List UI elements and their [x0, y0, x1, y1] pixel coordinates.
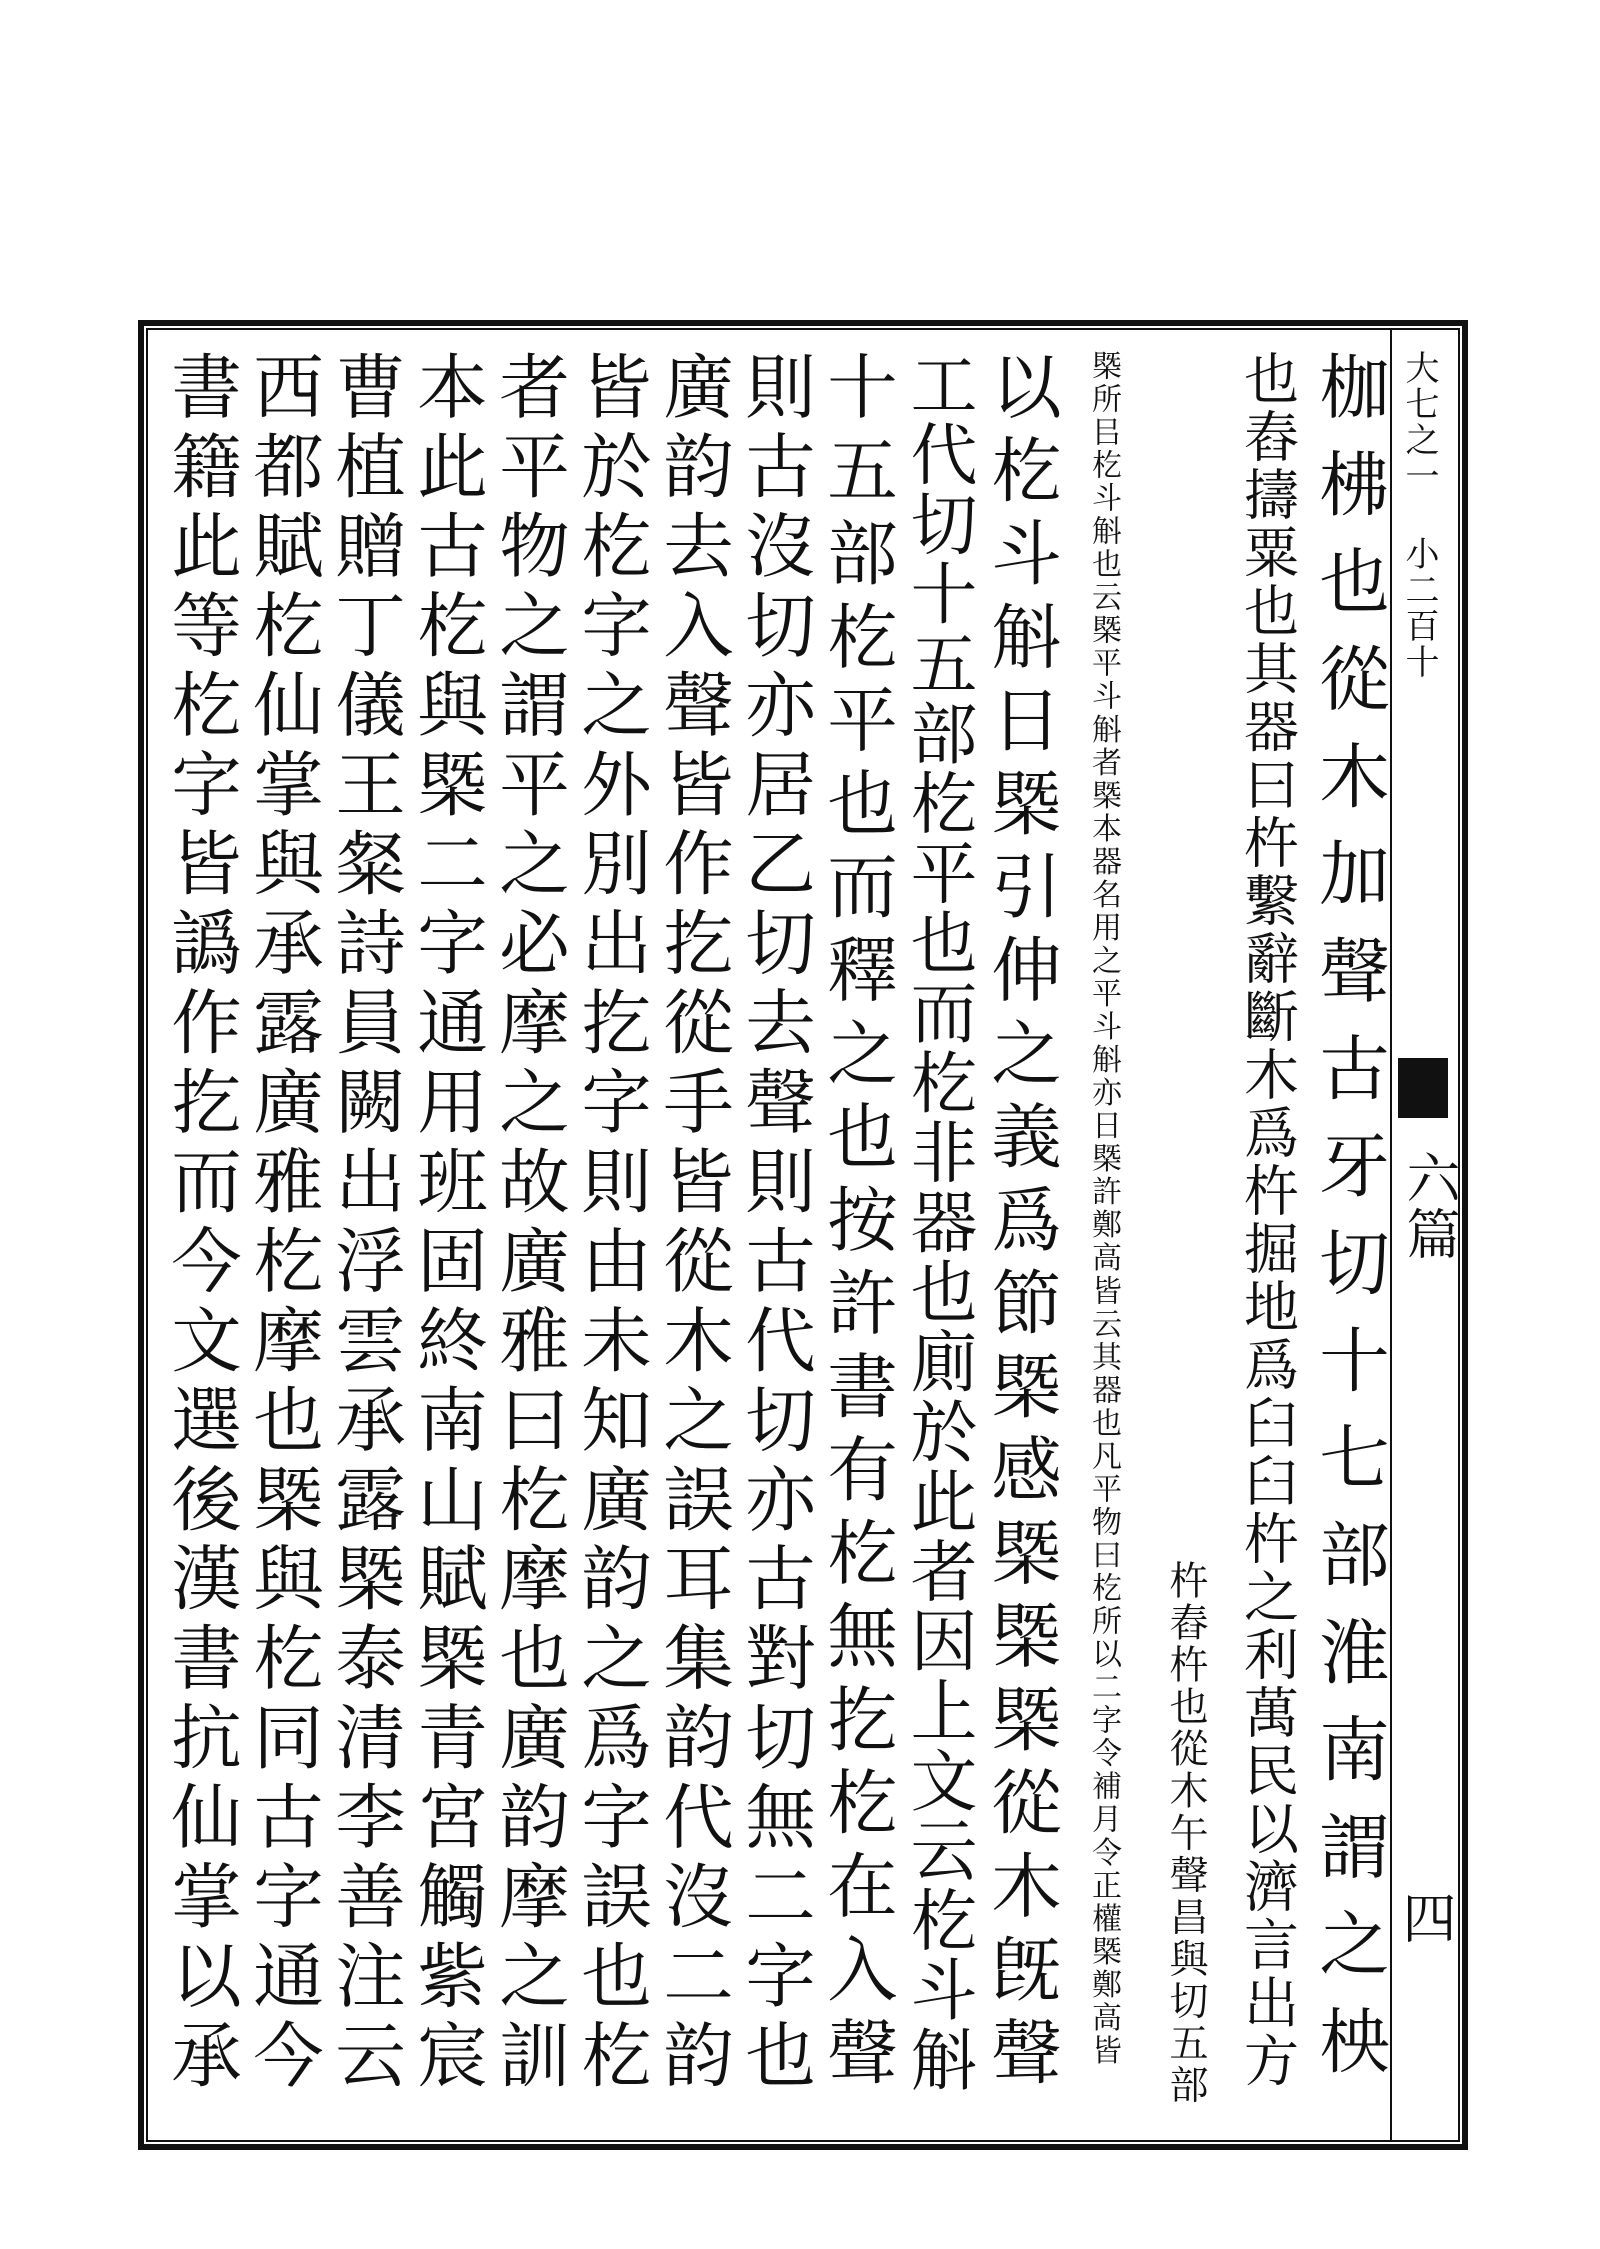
margin-section-label: 大七之一 小二百十 [1399, 350, 1439, 680]
margin-page-number: 四 [1394, 1890, 1457, 1946]
text-column-14: 西都賦杚仙掌與承露廣雅杚摩也槩與杚同古字通今 [242, 350, 324, 2098]
text-column-10: 皆於杚字之外別出扢字則由未知廣韵之爲字誤也杚 [570, 350, 652, 2098]
margin-juan-label: 六篇 [1398, 1150, 1461, 1262]
margin-fishtail-mark [1398, 1058, 1448, 1118]
text-column-9: 廣韵去入聲皆作扢從手皆從木之誤耳集韵代沒二韵 [652, 350, 734, 2098]
text-column-12: 本此古杚與槩二字通用班固終南山賦槩青宮觸紫宸 [406, 350, 488, 2098]
text-column-13: 曹植贈丁儀王粲詩員闕出浮雲承露槩泰清李善注云 [324, 350, 406, 2098]
text-column-1: 枷柫也從木加聲古牙切十七部淮南謂之柍 [1308, 350, 1390, 2102]
text-column-7: 十五部杚平也而釋之也按許書有杚無扢杚在入聲 [816, 350, 898, 2099]
text-column-3: 杵舂杵也從木午聲昌與切五部 [1163, 1560, 1208, 2107]
text-column-2: 也舂擣粟也其器曰杵繫辭斷木爲杵掘地爲臼臼杵之利萬民以濟言出方 [1235, 350, 1299, 2090]
text-column-8: 則古沒切亦居乙切去聲則古代切亦古對切無二字也 [734, 350, 816, 2098]
text-column-11: 者平物之謂平之必摩之故廣雅曰杚摩也廣韵摩之訓 [488, 350, 570, 2098]
text-column-5: 以杚斗斛日槩引伸之義爲節槩感槩㮣槩從木旣聲 [980, 350, 1062, 2099]
text-column-6: 工代切十五部杚平也而杚非器也廁於此者因上文云杚斗斛 [900, 350, 978, 2096]
page-margin-strip [1390, 330, 1461, 2140]
text-column-4: 槩所㠯杚斗斛也云槩平斗斛者槩本器名用之平斗斛亦日槩許鄭高皆云其器也凡平物曰杚所以二字令補月令正權槩鄭高皆 [1086, 350, 1121, 2068]
text-column-15: 書籍此等杚字皆譌作扢而今文選後漢書抗仙掌以承 [160, 350, 242, 2098]
